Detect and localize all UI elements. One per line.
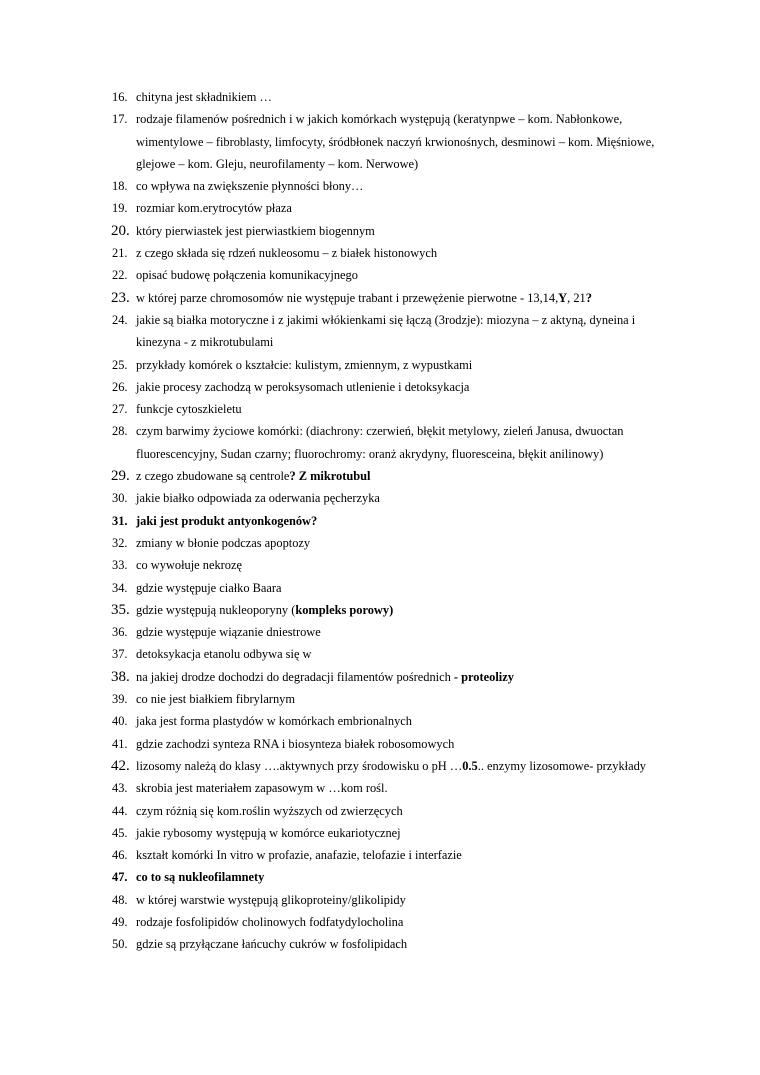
list-item [0,577,760,599]
item-number: 34. [112,580,128,595]
text-segment: jaka jest forma plastydów w komórkach embrionalnych [136,714,412,729]
text-segment: kształt komórki In vitro w profazie, anafazie, telofazie i interfazie [136,848,462,863]
list-item [0,465,760,487]
list-item [0,242,760,264]
text-segment: w której parze chromosomów nie występuje trabant i przewężenie pierwotne - 13,14, [136,290,559,305]
item-text [136,313,635,349]
text-segment: który pierwiastek jest pierwiastkiem biogennym [136,223,375,238]
bold-text-segment: kompleks porowy) [295,602,394,617]
item-text [136,514,317,528]
list-item [0,688,760,710]
item-number: 32. [112,535,128,550]
item-text [136,893,406,907]
list-item [0,309,760,354]
item-number: 35. [111,601,130,618]
item-number: 26. [112,379,128,394]
bold-text-segment: Y [558,290,568,305]
text-segment: czym różnią się kom.roślin wyższych od zwierzęcych [136,803,403,818]
item-text [136,781,388,795]
list-item [0,844,760,866]
item-number: 21. [112,246,128,261]
item-text [136,558,242,572]
item-number: 29. [111,468,130,485]
list-item [0,599,760,621]
text-segment: , 21 [567,290,586,305]
item-number: 25. [112,357,128,372]
list-item [0,621,760,643]
text-segment: co wpływa na zwiększenie płynności błony… [136,179,364,194]
text-segment: funkcje cytoszkieletu [136,402,242,417]
item-text [136,224,375,238]
item-number: 44. [112,803,128,818]
list-item [0,643,760,665]
list-item [0,376,760,398]
item-text [136,647,311,661]
list-item [0,287,760,309]
item-number: 46. [112,848,128,863]
item-text [136,581,282,595]
text-segment: jakie procesy zachodzą w peroksysomach utlenienie i detoksykacja [136,379,470,394]
item-text [136,90,272,104]
item-text [136,737,454,751]
text-segment: rozmiar kom.erytrocytów płaza [136,201,292,216]
item-number: 36. [112,625,128,640]
list-item [0,911,760,933]
text-segment: w której warstwie występują glikoproteiny/glikolipidy [136,892,406,907]
list-item [0,264,760,286]
item-text [136,179,363,193]
text-segment: na jakiej drodze dochodzi do degradacji filamentów pośrednich [136,669,454,684]
item-number: 22. [112,268,128,283]
text-segment: skrobia jest materiałem zapasowym w …kom rośl. [136,781,388,796]
text-segment: jakie białko odpowiada za oderwania pęcherzyka [136,491,380,506]
text-segment: gdzie występują nukleoporyny ( [136,602,296,617]
list-item [0,398,760,420]
item-number: 47. [112,870,128,885]
text-segment: lizosomy należą do klasy ….aktywnych przy środowisku o pH … [136,758,463,773]
item-text [136,759,646,773]
item-text [136,714,412,728]
text-segment: gdzie zachodzi synteza RNA i biosynteza białek robosomowych [136,736,455,751]
list-item [0,755,760,777]
item-text [136,358,472,372]
item-text [136,491,380,505]
item-number: 33. [112,558,128,573]
list-item [0,554,760,576]
text-segment: co wywołuje nekrozę [136,558,242,573]
item-number: 49. [112,914,128,929]
list-item [0,510,760,532]
item-text [136,246,437,260]
list-item [0,108,760,175]
bold-text-segment: ? [585,290,592,305]
item-number: 16. [112,90,128,104]
text-segment: czym barwimy życiowe komórki: (diachrony: czerwień, błękit metylowy, zieleń Janusa, dwuoctan fluorescencyjny, Sudan czarny; fluorochromy: oranż akrydyny, fluoresceina, błękit anilinowy) [136,424,624,461]
text-segment: rodzaje fosfolipidów cholinowych fodfatydylocholina [136,914,404,929]
item-number: 24. [112,312,128,327]
text-segment: detoksykacja etanolu odbywa się w [136,647,312,662]
list-item [0,710,760,732]
list-item [0,175,760,197]
item-text [136,625,321,639]
item-number: 48. [112,892,128,907]
text-segment: przykłady komórek o kształcie: kulistym, zmiennym, z wypustkami [136,357,473,372]
list-item [0,86,760,108]
item-number: 19. [112,201,128,216]
item-text [136,424,623,460]
list-item [0,777,760,799]
item-number: 20. [111,222,130,239]
question-list [0,86,760,956]
item-number: 42. [111,757,130,774]
item-number: 45. [112,825,128,840]
item-text [136,380,469,394]
text-segment: z czego zbudowane są centrole [136,469,290,484]
item-text [136,804,403,818]
item-number: 27. [112,402,128,417]
text-segment: jakie są białka motoryczne i z jakimi włókienkami się łączą (3rodzje): miozyna – z aktyną, dyneina i kinezyna - z mikrotubulami [136,312,636,350]
list-item [0,666,760,688]
text-segment: zmiany w błonie podczas apoptozy [136,535,311,550]
item-text [136,291,592,305]
item-number: 18. [112,179,128,194]
item-text [136,848,462,862]
item-text [136,603,393,617]
list-item [0,800,760,822]
text-segment: co nie jest białkiem fibrylarnym [136,692,295,707]
text-segment: co to są nukleofilamnety [136,870,265,885]
item-number: 17. [112,112,128,127]
list-item [0,487,760,509]
list-item [0,933,760,955]
list-item [0,197,760,219]
item-text [136,915,403,929]
item-text [136,268,358,282]
text-segment: z czego składa się rdzeń nukleosomu – z białek histonowych [136,246,438,261]
item-number: 30. [112,491,128,506]
text-segment: chityna jest składnikiem … [136,90,272,104]
item-number: 39. [112,692,128,707]
item-text [136,112,654,171]
item-text [136,402,242,416]
text-segment: .. enzymy lizosomowe- przykłady [477,758,646,773]
bold-text-segment: - proteolizy [453,669,514,684]
item-number: 40. [112,714,128,729]
item-text [136,469,370,483]
text-segment: gdzie występuje ciałko Baara [136,580,282,595]
text-segment: rodzaje filamenów pośrednich i w jakich komórkach występują (keratynpwe – kom. Nabłonkowe, wimentylowe – fibroblasty, limfocyty, śródbłonek naczyń krwionośnych, desminowi – kom. Mięśniowe, glejowe – kom. Gleju, neurofilamenty – kom. Nerwowe) [136,112,655,171]
item-text [136,937,407,951]
text-segment: gdzie są przyłączane łańcuchy cukrów w fosfolipidach [136,937,408,952]
item-text [136,201,292,215]
text-segment: gdzie występuje wiązanie dniestrowe [136,625,321,640]
text-segment: jakie rybosomy występują w komórce eukariotycznej [136,825,401,840]
item-number: 31. [112,513,128,528]
item-text [136,870,264,884]
item-text [136,692,295,706]
item-number: 41. [112,736,128,751]
list-item [0,822,760,844]
bold-text-segment: ? Z mikrotubul [289,469,371,484]
list-item [0,220,760,242]
item-number: 50. [112,937,128,952]
text-segment: opisać budowę połączenia komunikacyjnego [136,268,358,283]
item-number: 43. [112,781,128,796]
item-number: 37. [112,647,128,662]
list-item [0,354,760,376]
item-number: 28. [112,424,128,439]
list-item [0,733,760,755]
item-text [136,670,514,684]
list-item [0,532,760,554]
text-segment: jaki jest produkt antyonkogenów? [136,513,318,528]
list-item [0,866,760,888]
item-text [136,826,401,840]
bold-text-segment: 0.5 [462,758,478,773]
item-number: 23. [111,289,130,306]
item-number: 38. [111,668,130,685]
item-text [136,536,310,550]
list-item [0,420,760,465]
list-item [0,889,760,911]
